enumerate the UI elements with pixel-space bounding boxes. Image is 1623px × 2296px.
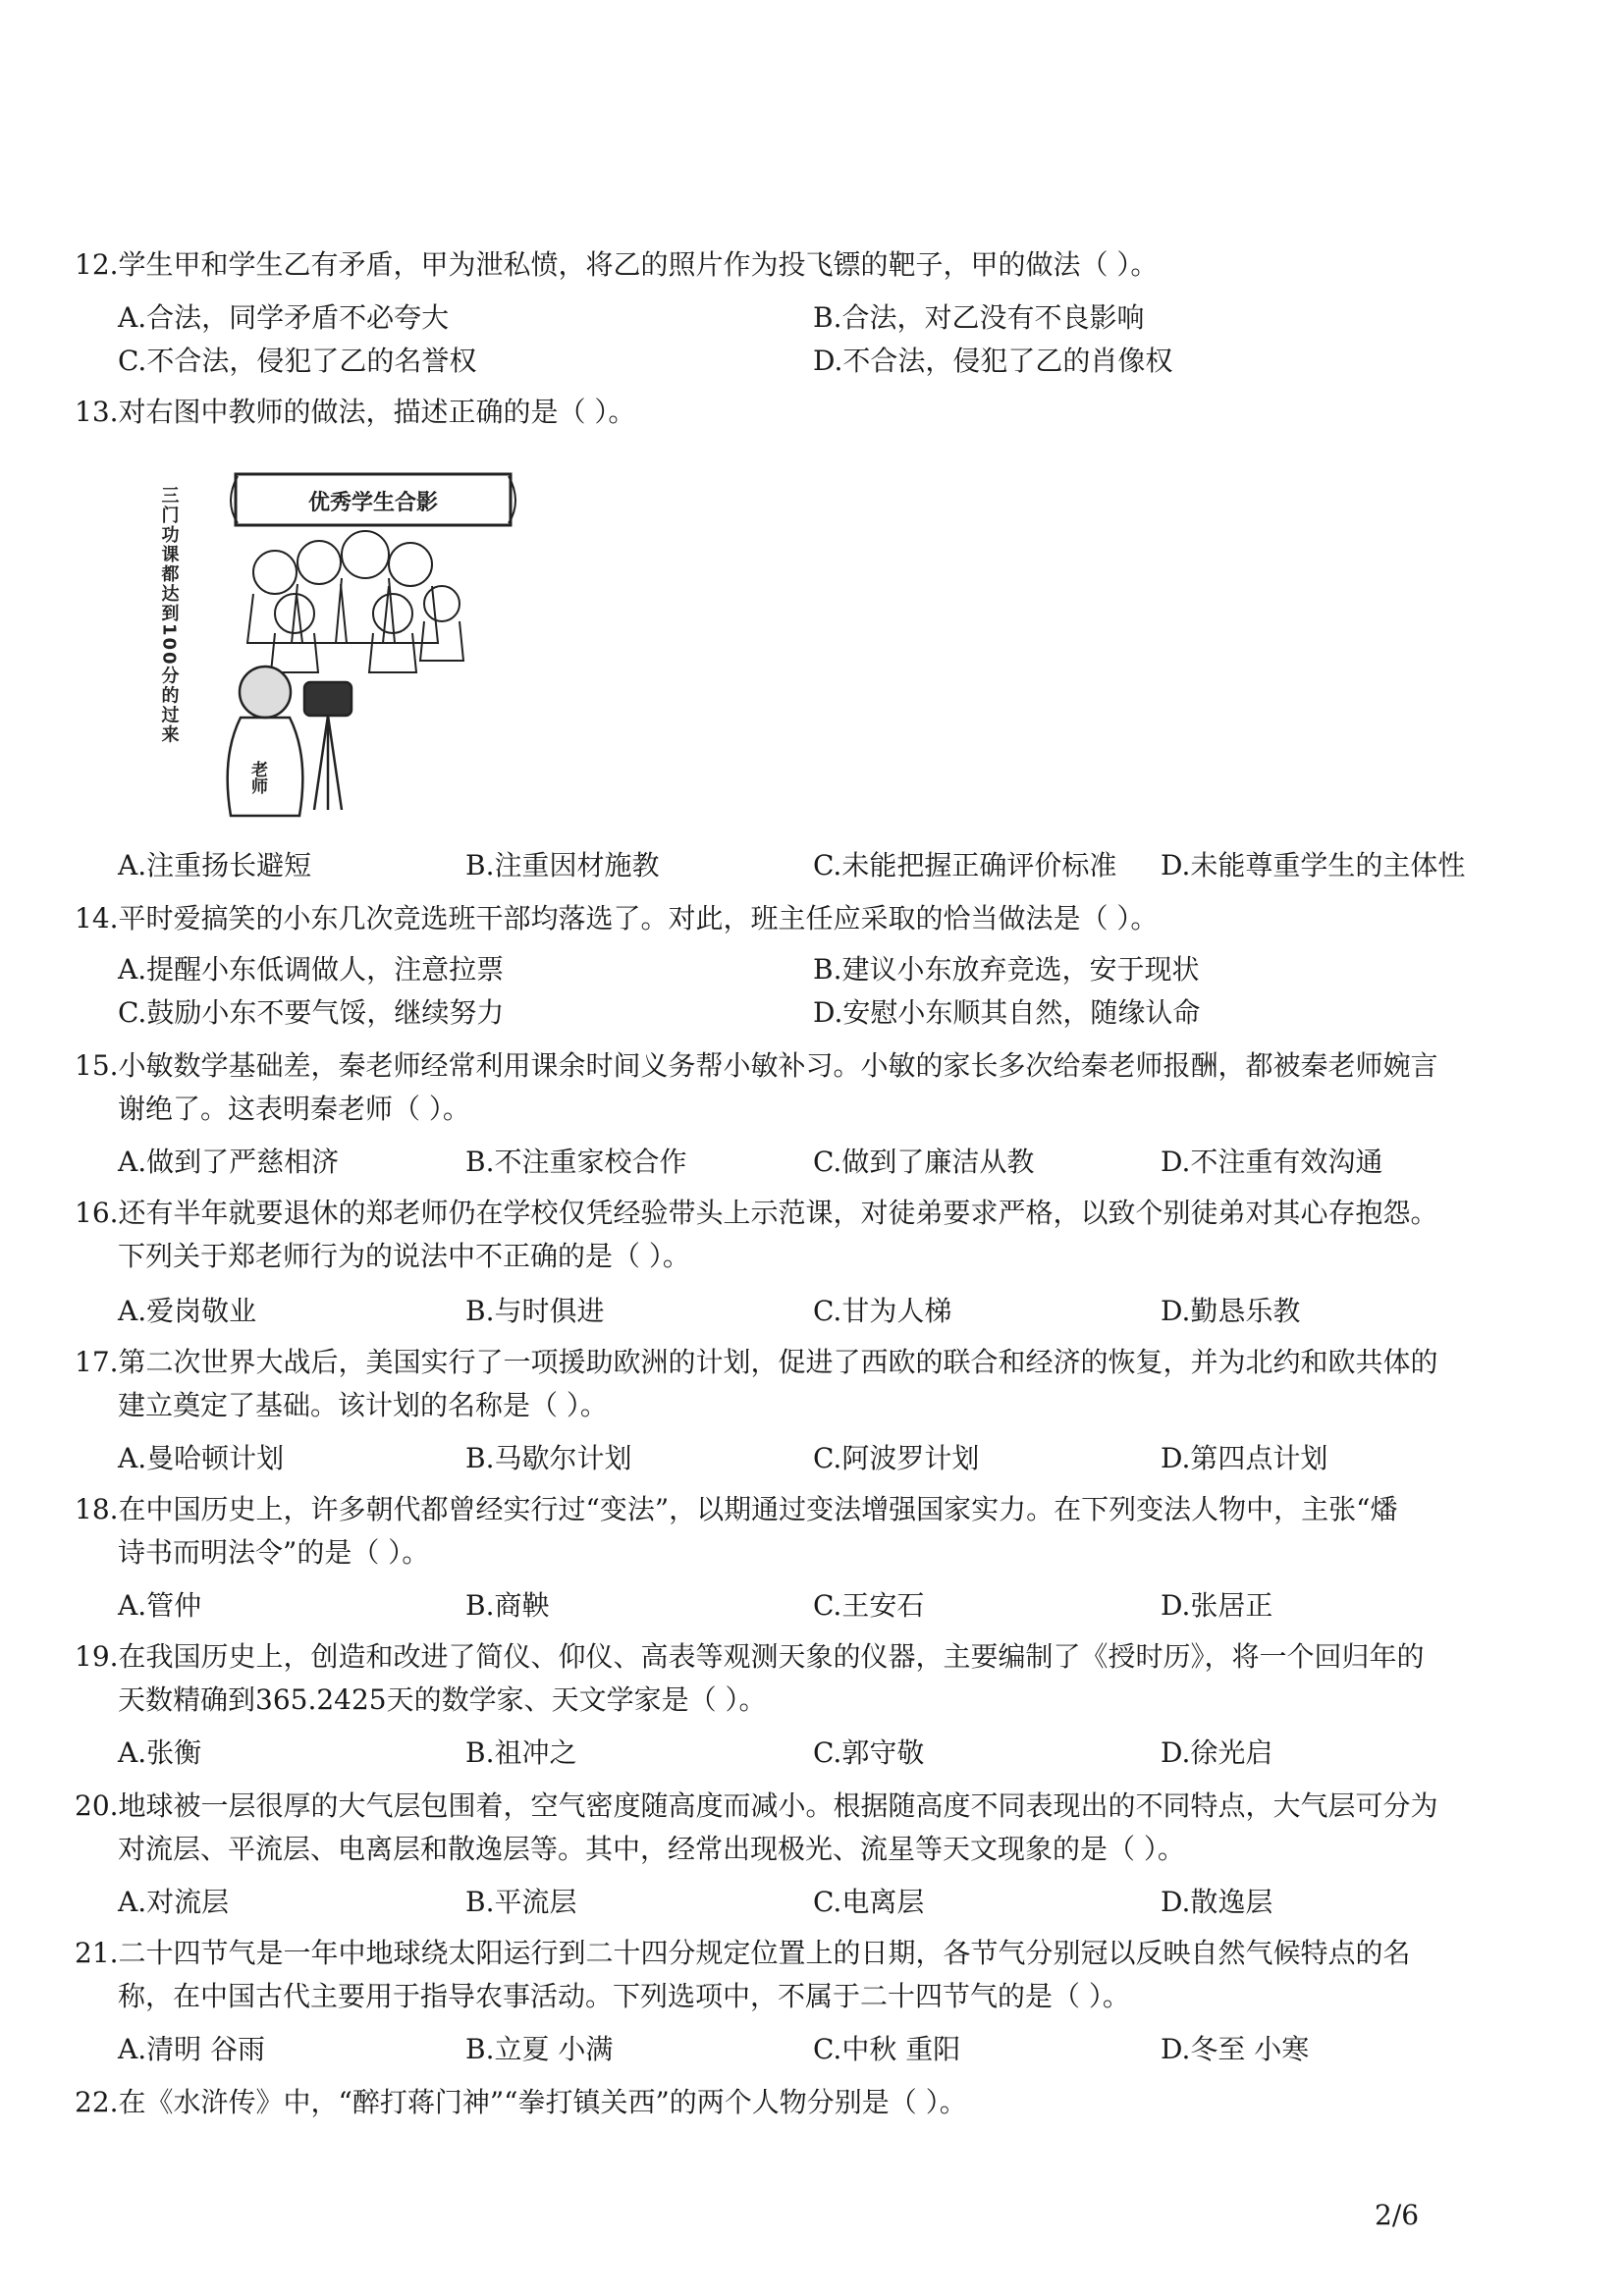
question-15: 15.小敏数学基础差，秦老师经常利用课余时间义务帮小敏补习。小敏的家长多次给秦老师报酬，都被秦老师婉言 谢绝了。这表明秦老师（ ）。: [75, 1044, 1498, 1131]
option-b: B.与时俱进: [465, 1295, 605, 1327]
question-22: [75, 2081, 1498, 2124]
option-d: D.张居正: [1161, 1589, 1273, 1622]
question-stem: 19.在我国历史上，创造和改进了简仪、仰仪、高表等观测天象的仪器，主要编制了《授时历》，将一个回归年的: [75, 1640, 1425, 1673]
options-15: [118, 1141, 1512, 1184]
question-stem: 22.在《水浒传》中，“醉打蒋门神”“拳打镇关西”的两个人物分别是（ ）。: [75, 2086, 967, 2118]
side-vertical-text: 三门功课都达到100分的过来: [158, 486, 180, 745]
option-c: C.甘为人梯: [813, 1295, 952, 1327]
option-c: C.郭守敬: [813, 1736, 925, 1769]
question-stem: 21.二十四节气是一年中地球绕太阳运行到二十四分规定位置上的日期，各节气分别冠以反映自然气候特点的名: [75, 1937, 1411, 1969]
options-18: [118, 1584, 1512, 1628]
page-number: 2/6: [1375, 2199, 1420, 2231]
option-b: B.合法，对乙没有不良影响: [813, 301, 1145, 334]
question-19: 19.在我国历史上，创造和改进了简仪、仰仪、高表等观测天象的仪器，主要编制了《授时历》，将一个回归年的 天数精确到365.2425天的数学家、天文学家是（ ）。: [75, 1635, 1498, 1722]
question-number: 19.: [75, 1640, 119, 1673]
option-b: B.注重因材施教: [465, 849, 660, 881]
option-b: B.祖冲之: [465, 1736, 577, 1769]
students-group: [247, 531, 463, 672]
question-stem: 16.还有半年就要退休的郑老师仍在学校仅凭经验带头上示范课，对徒弟要求严格，以致个别徒弟对其心存抱怨。: [75, 1197, 1438, 1229]
option-a: A.曼哈顿计划: [118, 1442, 285, 1474]
teacher-figure: [228, 667, 352, 816]
question-number: 21.: [75, 1937, 119, 1969]
option-c: C.做到了廉洁从教: [813, 1146, 1035, 1178]
option-c: C.阿波罗计划: [813, 1442, 980, 1474]
question-13: [75, 391, 1498, 434]
option-c: C.鼓励小东不要气馁，继续努力: [118, 996, 505, 1029]
question-12: [75, 243, 1498, 287]
options-19: [118, 1732, 1512, 1775]
option-d: D.不合法，侵犯了乙的肖像权: [813, 345, 1173, 377]
option-a: A.做到了严慈相济: [118, 1146, 340, 1178]
option-c: C.电离层: [813, 1886, 925, 1918]
options-14: [118, 948, 1512, 1035]
option-d: D.未能尊重学生的主体性: [1161, 849, 1466, 881]
options-13: [118, 844, 1512, 887]
option-a: A.爱岗敬业: [118, 1295, 257, 1327]
option-c: C.中秋 重阳: [813, 2033, 961, 2065]
options-21: [118, 2028, 1512, 2071]
option-a: A.对流层: [118, 1886, 230, 1918]
question-stem: 18.在中国历史上，许多朝代都曾经实行过“变法”，以期通过变法增强国家实力。在下列变法人物中，主张“燔: [75, 1493, 1398, 1525]
options-20: [118, 1881, 1512, 1924]
question-number: 17.: [75, 1346, 119, 1378]
cartoon-drawing: [147, 456, 530, 820]
question-stem: 20.地球被一层很厚的大气层包围着，空气密度随高度而减小。根据随高度不同表现出的不同特点，大气层可分为: [75, 1789, 1438, 1822]
cartoon-illustration: [147, 456, 530, 820]
question-number: 18.: [75, 1493, 119, 1525]
question-17: 17.第二次世界大战后，美国实行了一项援助欧洲的计划，促进了西欧的联合和经济的恢复，并为北约和欧共体的 建立奠定了基础。该计划的名称是（ ）。: [75, 1341, 1498, 1427]
question-stem: 15.小敏数学基础差，秦老师经常利用课余时间义务帮小敏补习。小敏的家长多次给秦老师报酬，都被秦老师婉言: [75, 1049, 1438, 1082]
option-d: D.勤恳乐教: [1161, 1295, 1301, 1327]
banner-text: 优秀学生合影: [307, 491, 439, 515]
option-d: D.安慰小东顺其自然，随缘认命: [813, 996, 1201, 1029]
option-a: A.清明 谷雨: [118, 2033, 266, 2065]
option-b: B.立夏 小满: [465, 2033, 614, 2065]
option-a: A.提醒小东低调做人，注意拉票: [118, 953, 505, 986]
options-12: [118, 296, 1512, 383]
option-d: D.第四点计划: [1161, 1442, 1328, 1474]
question-21: 21.二十四节气是一年中地球绕太阳运行到二十四分规定位置上的日期，各节气分别冠以反映自然气候特点的名 称，在中国古代主要用于指导农事活动。下列选项中，不属于二十四节气的是（ ）。: [75, 1932, 1498, 2018]
question-stem: 13.对右图中教师的做法，描述正确的是（ ）。: [75, 396, 636, 428]
question-stem: 17.第二次世界大战后，美国实行了一项援助欧洲的计划，促进了西欧的联合和经济的恢复，并为北约和欧共体的: [75, 1346, 1438, 1378]
options-17: [118, 1437, 1512, 1480]
question-number: 16.: [75, 1197, 119, 1229]
option-c: C.不合法，侵犯了乙的名誉权: [118, 345, 477, 377]
question-number: 20.: [75, 1789, 119, 1822]
question-stem: 14.平时爱搞笑的小东几次竞选班干部均落选了。对此，班主任应采取的恰当做法是（ ）。: [75, 902, 1159, 934]
option-a: A.注重扬长避短: [118, 849, 312, 881]
question-number: 22.: [75, 2086, 119, 2118]
option-b: B.平流层: [465, 1886, 577, 1918]
option-b: B.建议小东放弃竞选，安于现状: [813, 953, 1200, 986]
question-number: 12.: [75, 248, 119, 281]
question-20: 20.地球被一层很厚的大气层包围着，空气密度随高度而减小。根据随高度不同表现出的不同特点，大气层可分为 对流层、平流层、电离层和散逸层等。其中，经常出现极光、流星等天文现象的是（ ）。: [75, 1785, 1498, 1871]
option-d: D.徐光启: [1161, 1736, 1273, 1769]
option-d: D.散逸层: [1161, 1886, 1273, 1918]
question-16: 16.还有半年就要退休的郑老师仍在学校仅凭经验带头上示范课，对徒弟要求严格，以致个别徒弟对其心存抱怨。 下列关于郑老师行为的说法中不正确的是（ ）。: [75, 1192, 1498, 1278]
option-a: A.张衡: [118, 1736, 202, 1769]
option-c: C.王安石: [813, 1589, 925, 1622]
question-number: 13.: [75, 396, 119, 428]
option-a: A.合法，同学矛盾不必夸大: [118, 301, 450, 334]
option-d: D.冬至 小寒: [1161, 2033, 1310, 2065]
question-number: 14.: [75, 902, 119, 934]
teacher-label: 老师: [247, 761, 267, 794]
question-stem: 12.学生甲和学生乙有矛盾，甲为泄私愤，将乙的照片作为投飞镖的靶子，甲的做法（ ）。: [75, 248, 1159, 281]
option-d: D.不注重有效沟通: [1161, 1146, 1383, 1178]
question-18: 18.在中国历史上，许多朝代都曾经实行过“变法”，以期通过变法增强国家实力。在下列变法人物中，主张“燔 诗书而明法令”的是（ ）。: [75, 1488, 1498, 1575]
question-number: 15.: [75, 1049, 119, 1082]
options-16: [118, 1290, 1512, 1333]
question-14: [75, 897, 1498, 940]
option-b: B.商鞅: [465, 1589, 550, 1622]
option-b: B.不注重家校合作: [465, 1146, 687, 1178]
option-a: A.管仲: [118, 1589, 202, 1622]
option-b: B.马歇尔计划: [465, 1442, 632, 1474]
option-c: C.未能把握正确评价标准: [813, 849, 1117, 881]
